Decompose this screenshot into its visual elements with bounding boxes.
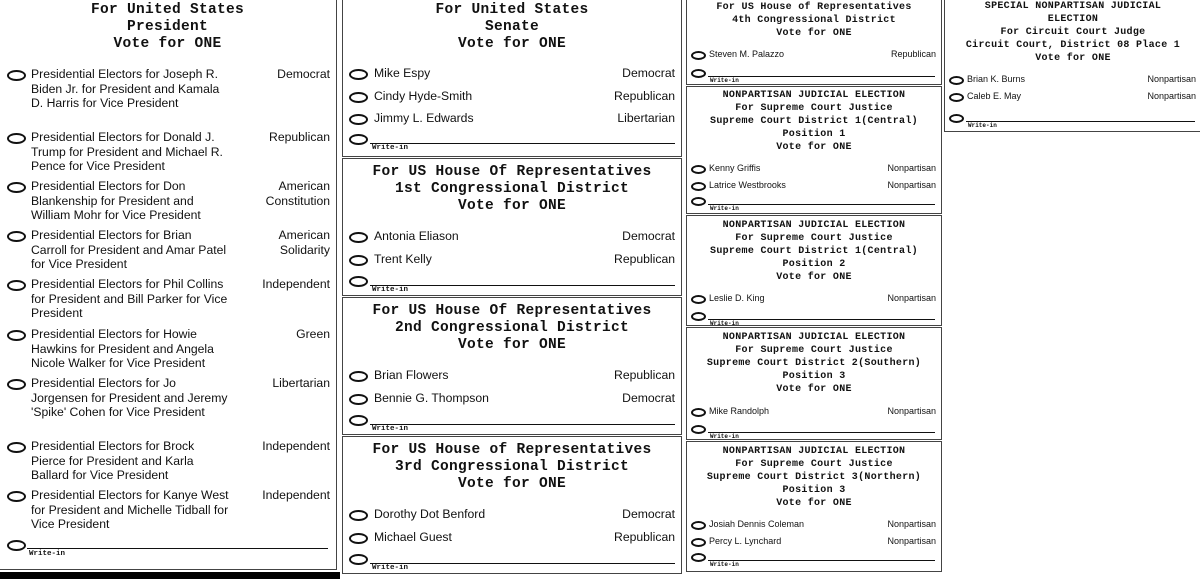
heading-line: Vote for ONE [457,198,567,214]
heading-line: Vote for ONE [776,498,852,509]
vote-oval[interactable] [7,491,26,502]
vote-oval[interactable] [349,533,368,544]
bottom-bar [0,572,340,579]
heading-line: Supreme Court District 3(Northern) [706,472,922,483]
write-in-line[interactable] [708,550,935,561]
race-house-2 [342,297,682,435]
candidate-name: Antonia Eliason [374,229,459,243]
vote-oval[interactable] [349,371,368,382]
write-in-oval[interactable] [691,425,706,434]
candidate-party: Nonpartisan [887,536,936,546]
write-in-label: Write-in [710,320,739,327]
heading-line: 3rd Congressional District [394,459,630,475]
write-in-line[interactable] [708,194,935,205]
candidate-party: Independent [262,277,330,291]
candidate-name: Kenny Griffis [709,163,761,173]
race-heading [687,331,941,396]
heading-line: Circuit Court, District 08 Place 1 [965,40,1181,51]
vote-oval[interactable] [349,232,368,243]
write-in-label: Write-in [372,286,409,294]
vote-oval[interactable] [7,379,26,390]
write-in-line[interactable] [966,111,1195,122]
candidate-party: Democrat [622,507,675,521]
race-president [0,0,337,570]
race-senate [342,0,682,157]
race-heading [343,2,681,53]
race-heading [343,303,681,354]
race-judicial-2 [686,215,942,326]
heading-line: For US House of Representatives [372,442,652,458]
candidate-party: Republican [614,88,675,103]
candidate-name: Latrice Westbrooks [709,180,786,190]
race-judicial-4 [686,441,942,572]
write-in-oval[interactable] [691,553,706,562]
candidate-name: Presidential Electors for Donald J. Trump for President and Michael R. Pence for Vice President [31,130,223,173]
vote-oval[interactable] [691,538,706,547]
race-heading [343,164,681,215]
candidate-name: Presidential Electors for Howie Hawkins for President and Angela Nicole Walker for Vice President [31,327,214,370]
race-judicial-3 [686,327,942,440]
heading-line: For Supreme Court Justice [735,459,893,470]
race-house-3 [342,436,682,574]
vote-oval[interactable] [691,182,706,191]
candidate-party: Nonpartisan [1147,91,1196,101]
candidate-party: Democrat [622,229,675,243]
heading-line: NONPARTISAN JUDICIAL ELECTION [722,446,906,457]
write-in-label: Write-in [372,425,409,433]
heading-line: Vote for ONE [1035,53,1111,64]
write-in-oval[interactable] [691,69,706,78]
vote-oval[interactable] [349,394,368,405]
vote-oval[interactable] [7,330,26,341]
race-heading [687,89,941,154]
heading-line: For US House Of Representatives [372,164,652,180]
heading-line: President [126,19,208,35]
heading-line: For Circuit Court Judge [1000,27,1146,38]
candidate-party: Republican [614,251,675,266]
candidate-party: American Constitution [265,179,330,208]
vote-oval[interactable] [7,70,26,81]
vote-oval[interactable] [691,165,706,174]
heading-line: Supreme Court District 2(Southern) [706,358,922,369]
vote-oval[interactable] [7,231,26,242]
write-in-line[interactable] [708,309,935,320]
write-in-oval[interactable] [691,197,706,206]
write-in-line[interactable] [27,536,328,549]
heading-line: For US House Of Representatives [372,303,652,319]
bottom-bar [686,572,944,579]
heading-line: For Supreme Court Justice [735,345,893,356]
heading-line: Vote for ONE [113,36,222,52]
vote-oval[interactable] [691,295,706,304]
write-in-label: Write-in [710,77,739,84]
candidate-party: Nonpartisan [887,406,936,416]
vote-oval[interactable] [349,69,368,80]
candidate-name: Percy L. Lynchard [709,536,782,546]
write-in-label: Write-in [710,205,739,212]
candidate-party: Democrat [622,390,675,405]
vote-oval[interactable] [7,182,26,193]
heading-line: ELECTION [1047,14,1099,25]
candidate-name: Presidential Electors for Joseph R. Biden Jr. for President and Kamala D. Harris for Vice President [31,67,220,110]
race-heading [687,219,941,284]
write-in-oval[interactable] [349,276,368,287]
candidate-name: Jimmy L. Edwards [374,111,474,125]
race-house-1 [342,158,682,296]
vote-oval[interactable] [7,442,26,453]
vote-oval[interactable] [349,114,368,125]
heading-line: Position 3 [782,485,846,496]
heading-line: Position 1 [782,129,846,140]
write-in-line[interactable] [708,422,935,433]
candidate-name: Brian Flowers [374,368,449,382]
race-heading [687,1,941,40]
candidate-name: Caleb E. May [967,91,1022,101]
candidate-name: Presidential Electors for Don Blankenship for President and William Mohr for Vice President [31,179,201,222]
candidate-party: Nonpartisan [887,519,936,529]
candidate-party: Green [296,327,330,341]
candidate-party: Democrat [277,67,330,81]
heading-line: NONPARTISAN JUDICIAL ELECTION [722,90,906,101]
heading-line: NONPARTISAN JUDICIAL ELECTION [722,220,906,231]
candidate-name: Josiah Dennis Coleman [709,519,805,529]
candidate-party: Independent [262,439,330,453]
candidate-party: Democrat [622,66,675,80]
vote-oval[interactable] [349,92,368,103]
candidate-name: Presidential Electors for Phil Collins for President and Bill Parker for Vice President [31,277,228,320]
heading-line: 2nd Congressional District [394,320,630,336]
heading-line: SPECIAL NONPARTISAN JUDICIAL [984,1,1162,12]
heading-line: For United States [90,2,245,18]
heading-line: For Supreme Court Justice [735,233,893,244]
vote-oval[interactable] [691,408,706,417]
heading-line: Supreme Court District 1(Central) [710,246,918,257]
heading-line: 4th Congressional District [732,15,896,26]
heading-line: 1st Congressional District [394,181,630,197]
heading-line: Vote for ONE [457,36,567,52]
write-in-line[interactable] [370,273,675,286]
candidate-party: American Solidarity [278,228,330,257]
heading-line: Vote for ONE [776,384,852,395]
heading-line: Vote for ONE [776,272,852,283]
heading-line: Supreme Court District 1(Central) [710,116,918,127]
heading-line: Vote for ONE [457,337,567,353]
candidate-party: Republican [269,130,330,144]
heading-line: Position 3 [782,371,846,382]
candidate-party: Republican [890,49,936,59]
heading-line: For US House of Representatives [716,2,912,13]
candidate-party: Independent [262,488,330,502]
vote-oval[interactable] [7,280,26,291]
candidate-name: Bennie G. Thompson [374,390,489,405]
candidate-party: Nonpartisan [887,163,936,173]
write-in-label: Write-in [372,144,409,152]
candidate-party: Republican [614,368,675,382]
vote-oval[interactable] [691,51,706,60]
candidate-name: Dorothy Dot Benford [374,507,486,521]
write-in-oval[interactable] [349,554,368,565]
candidate-name: Presidential Electors for Brian Carroll for President and Amar Patel for Vice President [31,228,227,271]
race-heading [945,0,1200,65]
heading-line: For United States [435,2,589,18]
race-circuit [944,0,1200,132]
race-heading [343,442,681,493]
candidate-party: Libertarian [272,376,330,390]
write-in-line[interactable] [370,551,675,564]
heading-line: Vote for ONE [457,476,567,492]
write-in-oval[interactable] [349,134,368,145]
heading-line: Position 2 [782,259,846,270]
write-in-oval[interactable] [949,114,964,123]
write-in-oval[interactable] [7,540,26,551]
vote-oval[interactable] [349,510,368,521]
candidate-party: Nonpartisan [1147,74,1196,84]
race-house-4 [686,0,942,85]
heading-line: Senate [484,19,539,35]
candidate-name: Cindy Hyde-Smith [374,88,473,103]
candidate-name: Presidential Electors for Jo Jorgensen for President and Jeremy 'Spike' Cohen for Vice President [31,376,228,419]
write-in-oval[interactable] [349,415,368,426]
write-in-label: Write-in [968,122,997,129]
candidate-name: Presidential Electors for Brock Pierce for President and Karla Ballard for Vice President [31,439,195,482]
vote-oval[interactable] [949,93,964,102]
candidate-name: Leslie D. King [709,293,765,303]
write-in-line[interactable] [708,66,935,77]
write-in-line[interactable] [370,412,675,425]
heading-line: Vote for ONE [776,28,852,39]
write-in-label: Write-in [710,433,739,440]
write-in-line[interactable] [370,131,675,144]
race-heading [0,2,336,53]
vote-oval[interactable] [949,76,964,85]
candidate-name: Mike Espy [374,66,431,80]
vote-oval[interactable] [7,133,26,144]
candidate-name: Trent Kelly [374,251,432,266]
candidate-party: Republican [614,529,675,544]
heading-line: For Supreme Court Justice [735,103,893,114]
heading-line: Vote for ONE [776,142,852,153]
candidate-party: Nonpartisan [887,180,936,190]
write-in-label: Write-in [29,550,66,558]
heading-line: NONPARTISAN JUDICIAL ELECTION [722,332,906,343]
candidate-name: Michael Guest [374,529,452,544]
vote-oval[interactable] [349,255,368,266]
candidate-name: Brian K. Burns [967,74,1026,84]
candidate-name: Steven M. Palazzo [709,49,785,59]
race-judicial-1 [686,86,942,214]
candidate-name: Presidential Electors for Kanye West for President and Michelle Tidball for Vice President [31,488,229,531]
candidate-party: Libertarian [617,111,675,125]
vote-oval[interactable] [691,521,706,530]
candidate-party: Nonpartisan [887,293,936,303]
write-in-label: Write-in [710,561,739,568]
race-heading [687,445,941,510]
write-in-oval[interactable] [691,312,706,321]
candidate-name: Mike Randolph [709,406,770,416]
write-in-label: Write-in [372,564,409,572]
